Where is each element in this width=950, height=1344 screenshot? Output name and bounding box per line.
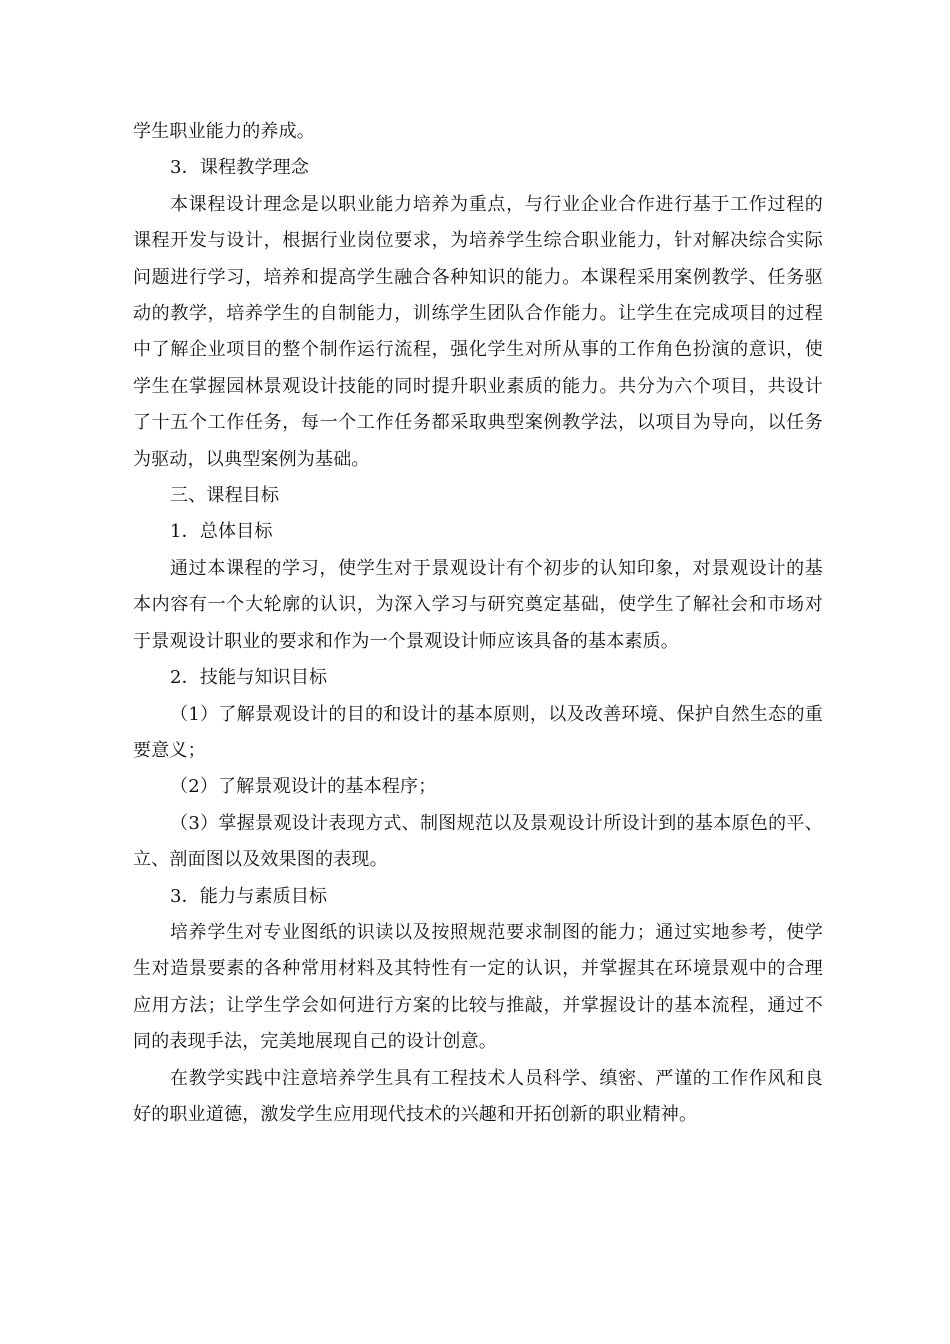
paragraph-teaching-practice: 在教学实践中注意培养学生具有工程技术人员科学、缜密、严谨的工作作风和良好的职业道德，激发学生应用现代技术的兴趣和开拓创新的职业精神。	[133, 1067, 823, 1125]
section-heading-course-objectives: 三、课程目标	[170, 485, 280, 507]
list-item-skill-2: （2）了解景观设计的基本程序；	[170, 776, 437, 798]
list-item-skill-3: （3）掌握景观设计表现方式、制图规范以及景观设计所设计到的基本原色的平、立、剖面图以及效果图的表现。	[133, 812, 823, 871]
subheading-overall-objective: 1．总体目标	[170, 521, 273, 543]
list-item-skill-1: （1）了解景观设计的目的和设计的基本原则，以及改善环境、保护自然生态的重要意义；	[133, 703, 823, 761]
document-page	[133, 114, 823, 1133]
subheading-skills-knowledge: 2．技能与知识目标	[170, 667, 328, 689]
section-heading-teaching-philosophy: 3．课程教学理念	[170, 157, 310, 179]
paragraph-overall-objective: 通过本课程的学习，使学生对于景观设计有个初步的认知印象，对景观设计的基本内容有一个大轮廓的认识，为深入学习与研究奠定基础，使学生了解社会和市场对于景观设计职业的要求和作为一个景观设计师应该具备的基本素质。	[133, 557, 823, 652]
paragraph-continuation: 学生职业能力的养成。	[133, 121, 315, 142]
paragraph-teaching-philosophy: 本课程设计理念是以职业能力培养为重点，与行业企业合作进行基于工作过程的课程开发与设计，根据行业岗位要求，为培养学生综合职业能力，针对解决综合实际问题进行学习，培养和提高学生融合各种知识的能力。本课程采用案例教学、任务驱动的教学，培养学生的自制能力，训练学生团队合作能力。让学生在完成项目的过程中了解企业项目的整个制作运行流程，强化学生对所从事的工作角色扮演的意识，使学生在掌握园林景观设计技能的同时提升职业素质的能力。共分为六个项目，共设计了十五个工作任务，每一个工作任务都采取典型案例教学法，以项目为导向，以任务为驱动，以典型案例为基础。	[133, 193, 823, 470]
subheading-ability-quality: 3．能力与素质目标	[170, 885, 328, 907]
paragraph-ability-quality: 培养学生对专业图纸的识读以及按照规范要求制图的能力；通过实地参考，使学生对造景要素的各种常用材料及其特性有一定的认识，并掌握其在环境景观中的合理应用方法；让学生学会如何进行方案的比较与推敲，并掌握设计的基本流程，通过不同的表现手法，完美地展现自己的设计创意。	[133, 921, 823, 1053]
